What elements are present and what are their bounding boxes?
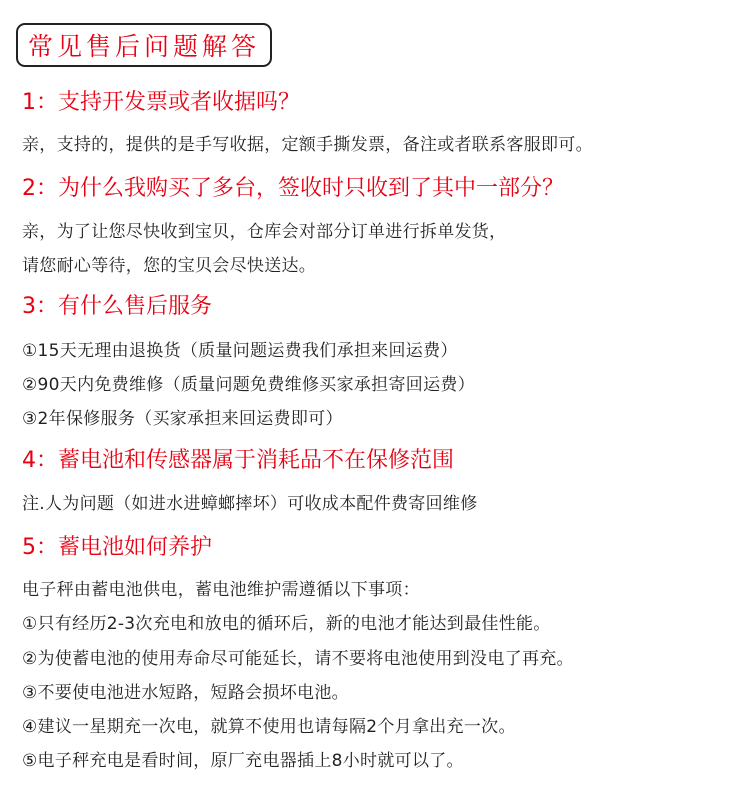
question-4: 4：蓄电池和传感器属于消耗品不在保修范围 xyxy=(22,448,454,473)
answer-3-line-1: ①15天无理由退换货（质量问题运费我们承担来回运费） xyxy=(22,341,458,361)
question-5: 5：蓄电池如何养护 xyxy=(22,535,212,560)
answer-5-line-4: ③不要使电池进水短路，短路会损坏电池。 xyxy=(22,683,349,703)
answer-2-line-1: 亲，为了让您尽快收到宝贝，仓库会对部分订单进行拆单发货， xyxy=(22,222,507,242)
answer-5-line-5: ④建议一星期充一次电，就算不使用也请每隔2个月拿出充一次。 xyxy=(22,717,516,737)
answer-5-line-1: 电子秤由蓄电池供电，蓄电池维护需遵循以下事项： xyxy=(22,580,420,600)
question-1: 1：支持开发票或者收据吗？ xyxy=(22,90,300,115)
answer-2-line-2: 请您耐心等待，您的宝贝会尽快送达。 xyxy=(22,256,317,276)
page-title: 常见售后问题解答 xyxy=(16,23,272,67)
question-3: 3：有什么售后服务 xyxy=(22,294,212,319)
answer-5-line-2: ①只有经历2-3次充电和放电的循环后，新的电池才能达到最佳性能。 xyxy=(22,614,551,634)
answer-4-line-1: 注.人为问题（如进水进蟑螂摔坏）可收成本配件费寄回维修 xyxy=(22,494,478,514)
answer-1-line-1: 亲，支持的，提供的是手写收据，定额手撕发票，备注或者联系客服即可。 xyxy=(22,135,593,155)
question-2: 2：为什么我购买了多台，签收时只收到了其中一部分？ xyxy=(22,176,564,201)
answer-5-line-6: ⑤电子秤充电是看时间，原厂充电器插上8小时就可以了。 xyxy=(22,751,464,771)
answer-3-line-2: ②90天内免费维修（质量问题免费维修买家承担寄回运费） xyxy=(22,375,475,395)
answer-3-line-3: ③2年保修服务（买家承担来回运费即可） xyxy=(22,409,343,429)
answer-5-line-3: ②为使蓄电池的使用寿命尽可能延长，请不要将电池使用到没电了再充。 xyxy=(22,649,574,669)
